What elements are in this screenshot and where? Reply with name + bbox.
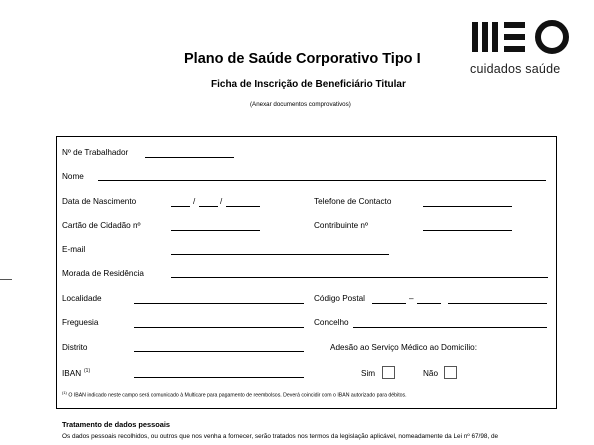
attachment-note: (Anexar documentos comprovativos) bbox=[250, 101, 351, 108]
no-label: Não bbox=[423, 369, 439, 378]
email-field[interactable] bbox=[171, 254, 389, 255]
form-title: Plano de Saúde Corporativo Tipo I bbox=[184, 51, 421, 67]
footnote-text: O IBAN indicado neste campo será comunicado à Multicare para pagamento de reembolsos. Deverá coincidir com o IBAN autorizado para débitos. bbox=[68, 392, 407, 399]
yes-checkbox[interactable] bbox=[382, 366, 395, 379]
citizen-card-label: Cartão de Cidadão nº bbox=[62, 221, 141, 230]
iban-field[interactable] bbox=[134, 377, 304, 378]
parish-label: Freguesia bbox=[62, 318, 99, 327]
locality-label: Localidade bbox=[62, 294, 102, 303]
municipality-label: Concelho bbox=[314, 318, 349, 327]
privacy-text: Os dados pessoais recolhidos, ou outros que nos venha a fornecer, serão tratados nos termos da legislação aplicável, nomeadamente da Lei nº 67/98, de bbox=[62, 433, 499, 440]
birth-year-field[interactable] bbox=[226, 206, 260, 207]
name-label: Nome bbox=[62, 172, 84, 181]
taxpayer-field[interactable] bbox=[423, 230, 512, 231]
meo-wordmark bbox=[470, 18, 576, 58]
form-subtitle: Ficha de Inscrição de Beneficiário Titular bbox=[211, 79, 406, 90]
page-edge-mark bbox=[0, 279, 12, 280]
district-label: Distrito bbox=[62, 343, 88, 352]
postal-locality-field[interactable] bbox=[448, 303, 547, 304]
postal-code-dash: – bbox=[409, 294, 414, 303]
municipality-field[interactable] bbox=[353, 327, 547, 328]
worker-number-field[interactable] bbox=[145, 157, 234, 158]
postal-code-label: Código Postal bbox=[314, 294, 365, 303]
postal-code-second-field[interactable] bbox=[417, 303, 441, 304]
phone-label: Telefone de Contacto bbox=[314, 197, 392, 206]
privacy-title: Tratamento de dados pessoais bbox=[62, 420, 171, 429]
birth-day-field[interactable] bbox=[171, 206, 190, 207]
phone-field[interactable] bbox=[423, 206, 512, 207]
iban-footnote-ref: (1) bbox=[84, 368, 91, 374]
address-field[interactable] bbox=[171, 277, 548, 278]
meo-logo bbox=[470, 18, 576, 80]
yes-label: Sim bbox=[361, 369, 376, 378]
home-service-label: Adesão ao Serviço Médico ao Domicílio: bbox=[330, 343, 477, 352]
district-field[interactable] bbox=[134, 351, 304, 352]
parish-field[interactable] bbox=[134, 327, 304, 328]
date-separator: / bbox=[220, 197, 223, 206]
birth-month-field[interactable] bbox=[199, 206, 218, 207]
name-field[interactable] bbox=[98, 180, 546, 181]
citizen-card-field[interactable] bbox=[171, 230, 260, 231]
logo-tagline: cuidados saúde bbox=[470, 62, 561, 76]
worker-number-label: Nº de Trabalhador bbox=[62, 148, 129, 157]
locality-field[interactable] bbox=[134, 303, 304, 304]
postal-code-first-field[interactable] bbox=[372, 303, 406, 304]
address-label: Morada de Residência bbox=[62, 269, 144, 278]
no-checkbox[interactable] bbox=[444, 366, 457, 379]
date-separator: / bbox=[193, 197, 196, 206]
iban-label: IBAN bbox=[62, 369, 82, 378]
taxpayer-label: Contribuinte nº bbox=[314, 221, 368, 230]
birth-date-label: Data de Nascimento bbox=[62, 197, 137, 206]
email-label: E-mail bbox=[62, 245, 86, 254]
footnote-marker: (1) bbox=[62, 390, 67, 395]
iban-footnote bbox=[62, 390, 407, 399]
